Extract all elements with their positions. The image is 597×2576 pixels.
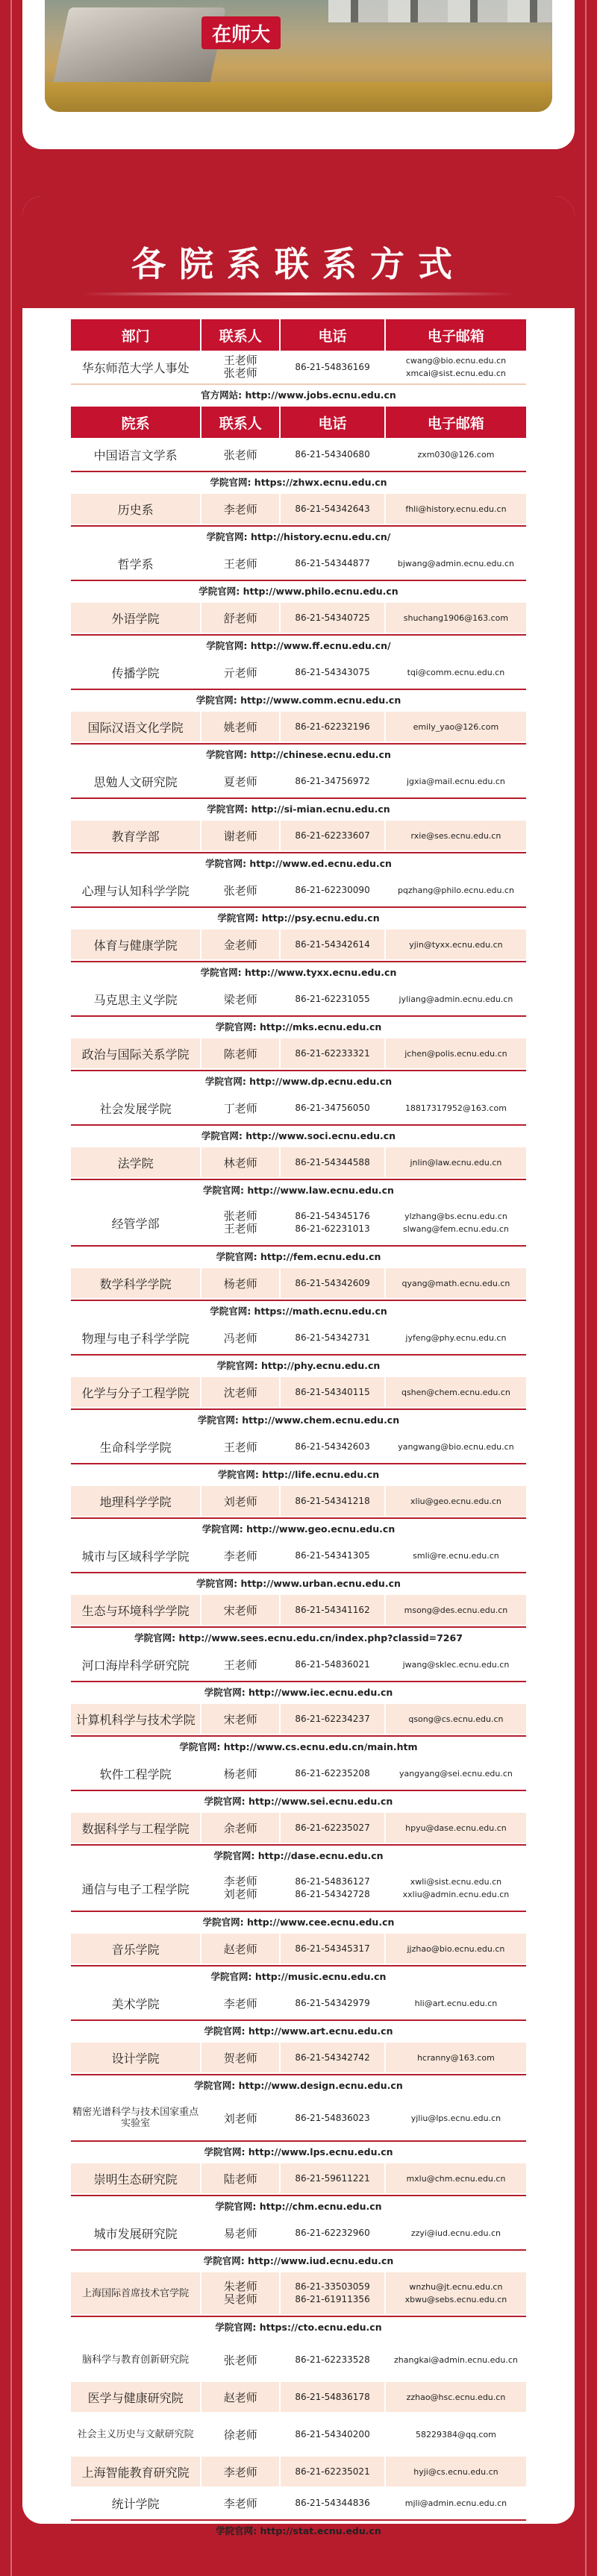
- department-phone: 86-21-54341305: [279, 1541, 384, 1570]
- lawn: [45, 82, 552, 112]
- department-name: 国际汉语文化学院: [71, 712, 200, 742]
- department-email[interactable]: hpyu@dase.ecnu.edu.cn: [384, 1813, 526, 1843]
- department-row: [71, 1432, 526, 1461]
- department-site[interactable]: 学院官网: http://stat.ecnu.edu.cn: [71, 2519, 526, 2541]
- department-phone: 86-21-54344836: [279, 2488, 384, 2518]
- department-email[interactable]: mjli@admin.ecnu.edu.cn: [384, 2488, 526, 2518]
- department-row: [71, 930, 526, 959]
- department-contact: 王老师: [200, 1432, 279, 1461]
- department-contact: 李老师: [200, 2457, 279, 2486]
- department-row: [71, 875, 526, 905]
- department-email[interactable]: 58229384@qq.com: [384, 2413, 526, 2455]
- department-site[interactable]: 学院官网: http://www.iud.ecnu.edu.cn: [71, 2249, 526, 2271]
- department-email[interactable]: rxie@ses.ecnu.edu.cn: [384, 821, 526, 850]
- department-contact: 贺老师: [200, 2043, 279, 2072]
- header-email: 电子邮箱: [384, 319, 526, 351]
- department-email[interactable]: qyang@math.ecnu.edu.cn: [384, 1268, 526, 1298]
- department-list: [71, 439, 526, 2541]
- department-row: [71, 1038, 526, 1068]
- header-email: 电子邮箱: [384, 407, 526, 438]
- department-contact-group: [200, 2272, 279, 2314]
- department-email[interactable]: hyji@cs.ecnu.edu.cn: [384, 2457, 526, 2486]
- department-site[interactable]: 学院官网: http://www.sei.ecnu.edu.cn: [71, 1790, 526, 1811]
- department-row: [71, 2382, 526, 2412]
- department-contact: 朱老师: [223, 2280, 257, 2293]
- department-phone: 86-21-54345176: [295, 1211, 370, 1221]
- department-row: [71, 1093, 526, 1123]
- left-border-line: [10, 0, 12, 2576]
- campus-photo-card: [22, 0, 575, 149]
- department-name: 物理与电子科学学院: [71, 1323, 200, 1353]
- department-name: 通信与电子工程学院: [71, 1867, 200, 1909]
- department-row: [71, 1649, 526, 1679]
- department-contact: 张老师: [200, 2339, 279, 2381]
- department-contact: 沈老师: [200, 1377, 279, 1407]
- department-phone: 86-21-33503059: [295, 2281, 370, 2292]
- department-row: [71, 1323, 526, 1353]
- department-email[interactable]: xwli@sist.ecnu.edu.cn: [410, 1877, 502, 1887]
- department-site[interactable]: 学院官网: http://www.geo.ecnu.edu.cn: [71, 1517, 526, 1539]
- header-college: 院系: [71, 407, 200, 438]
- department-row: [71, 2272, 526, 2314]
- department-site[interactable]: 学院官网: http://si-mian.ecnu.edu.cn: [71, 797, 526, 819]
- department-email[interactable]: yangyang@sei.ecnu.edu.cn: [384, 1758, 526, 1788]
- department-email[interactable]: zhangkai@admin.ecnu.edu.cn: [384, 2339, 526, 2381]
- department-phone: 86-21-54342614: [279, 930, 384, 959]
- department-site[interactable]: 学院官网: http://www.sees.ecnu.edu.cn/index.php?classid=7267: [71, 1626, 526, 1648]
- department-row: [71, 1934, 526, 1964]
- department-contact: 张老师: [200, 875, 279, 905]
- department-name: 地理科学学院: [71, 1486, 200, 1516]
- department-site[interactable]: 学院官网: http://dase.ecnu.edu.cn: [71, 1844, 526, 1866]
- department-name: 统计学院: [71, 2488, 200, 2518]
- department-phone-group: [279, 1202, 384, 1244]
- right-border-line: [585, 0, 587, 2576]
- department-row: [71, 1595, 526, 1625]
- department-site[interactable]: 学院官网: http://chinese.ecnu.edu.cn: [71, 743, 526, 765]
- department-site[interactable]: 学院官网: http://history.ecnu.edu.cn/: [71, 525, 526, 547]
- title-underline: [82, 292, 515, 295]
- department-email[interactable]: smli@re.ecnu.edu.cn: [384, 1541, 526, 1570]
- department-contact: 张老师: [200, 439, 279, 469]
- department-site[interactable]: 学院官网: http://www.chem.ecnu.edu.cn: [71, 1408, 526, 1430]
- department-row: [71, 2457, 526, 2486]
- department-site[interactable]: 学院官网: http://chm.ecnu.edu.cn: [71, 2195, 526, 2216]
- department-phone: 86-21-54342742: [279, 2043, 384, 2072]
- department-email[interactable]: jgxia@mail.ecnu.edu.cn: [384, 766, 526, 796]
- hr-contact: 张老师: [223, 366, 257, 380]
- department-email[interactable]: qshen@chem.ecnu.edu.cn: [384, 1377, 526, 1407]
- department-name: 历史系: [71, 494, 200, 524]
- hr-email[interactable]: xmcai@sist.ecnu.edu.cn: [405, 369, 506, 378]
- department-contact: 梁老师: [200, 984, 279, 1014]
- header-contact: 联系人: [200, 407, 279, 438]
- department-row: [71, 766, 526, 796]
- department-row: [71, 2339, 526, 2381]
- department-email[interactable]: bjwang@admin.ecnu.edu.cn: [384, 548, 526, 578]
- header-phone: 电话: [279, 319, 384, 351]
- department-name: 软件工程学院: [71, 1758, 200, 1788]
- department-row: [71, 821, 526, 850]
- department-phone: 86-21-54343075: [279, 657, 384, 687]
- department-row: [71, 1813, 526, 1843]
- department-email[interactable]: zxm030@126.com: [384, 439, 526, 469]
- department-site[interactable]: 学院官网: http://www.tyxx.ecnu.edu.cn: [71, 961, 526, 983]
- department-site[interactable]: 学院官网: http://psy.ecnu.edu.cn: [71, 906, 526, 928]
- department-contact: 丁老师: [200, 1093, 279, 1123]
- department-row: [71, 548, 526, 578]
- department-site[interactable]: 学院官网: http://life.ecnu.edu.cn: [71, 1463, 526, 1485]
- department-email-group[interactable]: [384, 1867, 526, 1909]
- department-site[interactable]: 学院官网: https://cto.ecnu.edu.cn: [71, 2316, 526, 2337]
- department-site[interactable]: 学院官网: http://www.ff.ecnu.edu.cn/: [71, 634, 526, 656]
- department-email[interactable]: jchen@polis.ecnu.edu.cn: [384, 1038, 526, 1068]
- page-title: 各院系联系方式: [131, 244, 466, 284]
- department-email[interactable]: yangwang@bio.ecnu.edu.cn: [384, 1432, 526, 1461]
- department-site[interactable]: 学院官网: http://www.cs.ecnu.edu.cn/main.htm: [71, 1735, 526, 1757]
- department-contact: 易老师: [200, 2218, 279, 2248]
- department-phone: 86-21-54342603: [279, 1432, 384, 1461]
- department-contact: 姚老师: [200, 712, 279, 742]
- dept-header-row: [71, 407, 526, 438]
- department-contact: 宋老师: [200, 1595, 279, 1625]
- department-email[interactable]: xliu@geo.ecnu.edu.cn: [384, 1486, 526, 1516]
- department-contact: 王老师: [200, 548, 279, 578]
- department-name: 社会主义历史与文献研究院: [71, 2413, 200, 2455]
- department-phone: 86-21-62235027: [279, 1813, 384, 1843]
- department-email[interactable]: ylzhang@bs.ecnu.edu.cn: [404, 1212, 507, 1221]
- department-email[interactable]: wnzhu@jt.ecnu.edu.cn: [409, 2282, 503, 2292]
- department-phone: 86-21-62235021: [279, 2457, 384, 2486]
- department-site[interactable]: 学院官网: http://www.lps.ecnu.edu.cn: [71, 2140, 526, 2162]
- department-phone: 86-21-62233528: [279, 2339, 384, 2381]
- department-email[interactable]: qsong@cs.ecnu.edu.cn: [384, 1704, 526, 1734]
- department-contact: 李老师: [200, 2488, 279, 2518]
- department-contact: 张老师: [223, 1209, 257, 1223]
- header-contact: 联系人: [200, 319, 279, 351]
- department-row: [71, 1988, 526, 2018]
- department-row: [71, 439, 526, 469]
- department-site[interactable]: 学院官网: http://www.iec.ecnu.edu.cn: [71, 1681, 526, 1702]
- department-contact: 林老师: [200, 1147, 279, 1177]
- department-email[interactable]: shuchang1906@163.com: [384, 603, 526, 633]
- department-phone: 86-21-54340200: [279, 2413, 384, 2455]
- department-email[interactable]: hcranny@163.com: [384, 2043, 526, 2072]
- department-name: 计算机科学与技术学院: [71, 1704, 200, 1734]
- department-email[interactable]: jwang@sklec.ecnu.edu.cn: [384, 1649, 526, 1679]
- department-name: 马克思主义学院: [71, 984, 200, 1014]
- department-row: [71, 1704, 526, 1734]
- department-email[interactable]: jnlin@law.ecnu.edu.cn: [384, 1147, 526, 1177]
- department-name: 医学与健康研究院: [71, 2382, 200, 2412]
- department-name: 音乐学院: [71, 1934, 200, 1964]
- department-name: 崇明生态研究院: [71, 2163, 200, 2193]
- department-phone: 86-21-54340680: [279, 439, 384, 469]
- parked-cars: [328, 0, 552, 22]
- department-contact: 夏老师: [200, 766, 279, 796]
- department-email[interactable]: 18817317952@163.com: [384, 1093, 526, 1123]
- department-phone: 86-21-62232960: [279, 2218, 384, 2248]
- department-contact: 李老师: [200, 1988, 279, 2018]
- hr-dept: 华东师范大学人事处: [71, 352, 200, 382]
- department-site[interactable]: 学院官网: http://phy.ecnu.edu.cn: [71, 1354, 526, 1376]
- department-name: 法学院: [71, 1147, 200, 1177]
- department-contact: 杨老师: [200, 1758, 279, 1788]
- department-contact: 刘老师: [200, 1486, 279, 1516]
- department-contact-group: [200, 1867, 279, 1909]
- department-site[interactable]: 学院官网: http://www.art.ecnu.edu.cn: [71, 2019, 526, 2041]
- department-phone: 86-21-54341162: [279, 1595, 384, 1625]
- department-site[interactable]: 学院官网: http://www.comm.ecnu.edu.cn: [71, 689, 526, 710]
- department-phone: 86-21-62230090: [279, 875, 384, 905]
- department-name: 生态与环境科学学院: [71, 1595, 200, 1625]
- department-contact: 金老师: [200, 930, 279, 959]
- department-phone: 86-21-54836178: [279, 2382, 384, 2412]
- department-site[interactable]: 学院官网: http://www.cee.ecnu.edu.cn: [71, 1911, 526, 1932]
- department-email[interactable]: hli@art.ecnu.edu.cn: [384, 1988, 526, 2018]
- department-phone: 86-21-62231013: [295, 1223, 370, 1234]
- department-site[interactable]: 学院官网: http://www.ed.ecnu.edu.cn: [71, 852, 526, 874]
- department-site[interactable]: 学院官网: http://www.urban.ecnu.edu.cn: [71, 1572, 526, 1593]
- department-contact: 王老师: [223, 1222, 257, 1235]
- department-site[interactable]: 学院官网: http://www.design.ecnu.edu.cn: [71, 2074, 526, 2096]
- department-phone: 86-21-54836021: [279, 1649, 384, 1679]
- department-email[interactable]: zzhao@hsc.ecnu.edu.cn: [384, 2382, 526, 2412]
- department-contact: 陈老师: [200, 1038, 279, 1068]
- department-row: [71, 1202, 526, 1244]
- department-row: [71, 1486, 526, 1516]
- department-name: 教育学部: [71, 821, 200, 850]
- hr-email[interactable]: cwang@bio.ecnu.edu.cn: [405, 356, 507, 366]
- department-phone: 86-21-54342728: [295, 1889, 370, 1899]
- department-row: [71, 1268, 526, 1298]
- department-email-group[interactable]: [384, 1202, 526, 1244]
- department-email[interactable]: slwang@fem.ecnu.edu.cn: [403, 1224, 509, 1234]
- department-contact: 李老师: [223, 1875, 257, 1888]
- department-name: 社会发展学院: [71, 1093, 200, 1123]
- department-name: 体育与健康学院: [71, 930, 200, 959]
- department-site[interactable]: 学院官网: http://www.philo.ecnu.edu.cn: [71, 580, 526, 601]
- department-name: 河口海岸科学研究院: [71, 1649, 200, 1679]
- department-phone: 86-21-54340725: [279, 603, 384, 633]
- department-phone: 86-21-62233607: [279, 821, 384, 850]
- department-contact: 亓老师: [200, 657, 279, 687]
- department-name: 脑科学与教育创新研究院: [71, 2339, 200, 2381]
- department-phone: 86-21-34756972: [279, 766, 384, 796]
- department-row: [71, 1541, 526, 1570]
- department-contact: 谢老师: [200, 821, 279, 850]
- department-name: 上海国际首席技术官学院: [71, 2272, 200, 2314]
- department-phone: 86-21-54340115: [279, 1377, 384, 1407]
- department-email[interactable]: emily_yao@126.com: [384, 712, 526, 742]
- department-contact: 杨老师: [200, 1268, 279, 1298]
- hr-emails[interactable]: [384, 352, 526, 382]
- department-phone: 86-21-62231055: [279, 984, 384, 1014]
- department-site[interactable]: 学院官网: http://www.law.ecnu.edu.cn: [71, 1179, 526, 1200]
- department-name: 心理与认知科学学院: [71, 875, 200, 905]
- department-email[interactable]: yjliu@lps.ecnu.edu.cn: [384, 2097, 526, 2139]
- department-name: 政治与国际关系学院: [71, 1038, 200, 1068]
- department-contact: 刘老师: [200, 2097, 279, 2139]
- campus-badge: 在师大: [201, 16, 281, 49]
- department-phone-group: [279, 1867, 384, 1909]
- department-site[interactable]: 学院官网: http://music.ecnu.edu.cn: [71, 1965, 526, 1987]
- department-name: 经管学部: [71, 1202, 200, 1244]
- hr-site[interactable]: 官方网站: http://www.jobs.ecnu.edu.cn: [71, 383, 526, 405]
- department-phone: 86-21-59611221: [279, 2163, 384, 2193]
- department-contact: 赵老师: [200, 1934, 279, 1964]
- department-row: [71, 2043, 526, 2072]
- department-phone: 86-21-54836127: [295, 1876, 370, 1887]
- department-phone: 86-21-62233321: [279, 1038, 384, 1068]
- department-contact: 余老师: [200, 1813, 279, 1843]
- department-row: [71, 712, 526, 742]
- header-phone: 电话: [279, 407, 384, 438]
- department-email[interactable]: fhli@history.ecnu.edu.cn: [384, 494, 526, 524]
- department-email[interactable]: jjzhao@bio.ecnu.edu.cn: [384, 1934, 526, 1964]
- department-email[interactable]: pqzhang@philo.ecnu.edu.cn: [384, 875, 526, 905]
- department-email[interactable]: mxlu@chm.ecnu.edu.cn: [384, 2163, 526, 2193]
- department-row: [71, 2163, 526, 2193]
- department-phone: 86-21-54342643: [279, 494, 384, 524]
- department-email[interactable]: zzyi@iud.ecnu.edu.cn: [384, 2218, 526, 2248]
- department-phone: 86-21-61911356: [295, 2294, 370, 2304]
- department-phone: 86-21-34756050: [279, 1093, 384, 1123]
- department-row: [71, 494, 526, 524]
- department-row: [71, 2218, 526, 2248]
- hr-contacts: [200, 352, 279, 382]
- department-site[interactable]: 学院官网: http://www.dp.ecnu.edu.cn: [71, 1070, 526, 1091]
- department-contact: 宋老师: [200, 1704, 279, 1734]
- department-name: 设计学院: [71, 2043, 200, 2072]
- department-phone: 86-21-54836023: [279, 2097, 384, 2139]
- department-site[interactable]: 学院官网: http://fem.ecnu.edu.cn: [71, 1245, 526, 1267]
- department-row: [71, 2413, 526, 2455]
- contacts-table: [71, 319, 526, 2542]
- department-name: 哲学系: [71, 548, 200, 578]
- department-contact: 冯老师: [200, 1323, 279, 1353]
- department-row: [71, 1758, 526, 1788]
- department-name: 精密光谱科学与技术国家重点实验室: [71, 2097, 200, 2139]
- header-dept: 部门: [71, 319, 200, 351]
- department-email[interactable]: xxliu@admin.ecnu.edu.cn: [402, 1890, 510, 1899]
- department-phone: 86-21-54344877: [279, 548, 384, 578]
- department-email[interactable]: yjin@tyxx.ecnu.edu.cn: [384, 930, 526, 959]
- department-row: [71, 2097, 526, 2139]
- department-contact: 赵老师: [200, 2382, 279, 2412]
- department-name: 传播学院: [71, 657, 200, 687]
- department-site[interactable]: 学院官网: http://mks.ecnu.edu.cn: [71, 1015, 526, 1037]
- department-contact: 舒老师: [200, 603, 279, 633]
- department-row: [71, 657, 526, 687]
- department-name: 生命科学学院: [71, 1432, 200, 1461]
- department-phone: 86-21-54341218: [279, 1486, 384, 1516]
- campus-photo: [45, 0, 552, 112]
- department-name: 外语学院: [71, 603, 200, 633]
- department-site[interactable]: 学院官网: http://www.soci.ecnu.edu.cn: [71, 1124, 526, 1146]
- department-name: 数学科学学院: [71, 1268, 200, 1298]
- department-email[interactable]: xbwu@sebs.ecnu.edu.cn: [404, 2295, 507, 2304]
- department-name: 化学与分子工程学院: [71, 1377, 200, 1407]
- department-phone: 86-21-54342731: [279, 1323, 384, 1353]
- department-contact: 刘老师: [223, 1887, 257, 1901]
- department-contact: 陆老师: [200, 2163, 279, 2193]
- department-row: [71, 1377, 526, 1407]
- department-email[interactable]: tqi@comm.ecnu.edu.cn: [384, 657, 526, 687]
- department-name: 城市发展研究院: [71, 2218, 200, 2248]
- department-phone: 86-21-62235208: [279, 1758, 384, 1788]
- department-row: [71, 984, 526, 1014]
- department-row: [71, 1147, 526, 1177]
- department-name: 思勉人文研究院: [71, 766, 200, 796]
- department-contact-group: [200, 1202, 279, 1244]
- department-site[interactable]: 学院官网: https://math.ecnu.edu.cn: [71, 1300, 526, 1321]
- department-phone: 86-21-54344588: [279, 1147, 384, 1177]
- department-name: 中国语言文学系: [71, 439, 200, 469]
- department-contact: 徐老师: [200, 2413, 279, 2455]
- department-phone: 86-21-62232196: [279, 712, 384, 742]
- department-email[interactable]: jyfeng@phy.ecnu.edu.cn: [384, 1323, 526, 1353]
- department-phone: 86-21-54342979: [279, 1988, 384, 2018]
- department-name: 数据科学与工程学院: [71, 1813, 200, 1843]
- department-name: 上海智能教育研究院: [71, 2457, 200, 2486]
- hr-header-row: [71, 319, 526, 351]
- hr-contact: 王老师: [223, 354, 257, 367]
- department-contact: 吴老师: [223, 2293, 257, 2306]
- department-row: [71, 1867, 526, 1909]
- department-name: 城市与区域科学学院: [71, 1541, 200, 1570]
- department-phone: 86-21-54342609: [279, 1268, 384, 1298]
- department-row: [71, 603, 526, 633]
- department-email[interactable]: jyliang@admin.ecnu.edu.cn: [384, 984, 526, 1014]
- department-contact: 李老师: [200, 494, 279, 524]
- department-email-group[interactable]: [384, 2272, 526, 2314]
- department-site[interactable]: 学院官网: https://zhwx.ecnu.edu.cn: [71, 471, 526, 492]
- department-phone-group: [279, 2272, 384, 2314]
- hr-row: [71, 352, 526, 382]
- hr-phone: 86-21-54836169: [279, 352, 384, 382]
- department-contact: 李老师: [200, 1541, 279, 1570]
- department-phone: 86-21-62234237: [279, 1704, 384, 1734]
- department-phone: 86-21-54345317: [279, 1934, 384, 1964]
- department-name: 美术学院: [71, 1988, 200, 2018]
- department-row: [71, 2488, 526, 2518]
- department-email[interactable]: msong@des.ecnu.edu.cn: [384, 1595, 526, 1625]
- department-contact: 王老师: [200, 1649, 279, 1679]
